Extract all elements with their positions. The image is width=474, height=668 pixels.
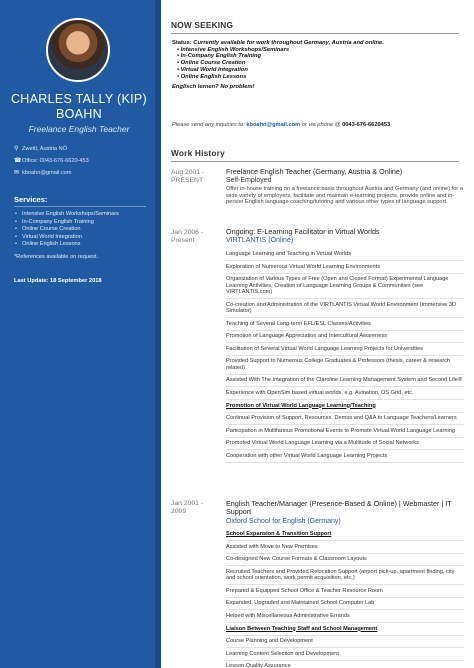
- job-title: Ongoing: E-Learning Facilitator in Virtual Worlds: [226, 227, 380, 236]
- task-item: Continual Provision of Support, Resources, Demos and Q&A to Language Teachers/Learners: [226, 415, 464, 425]
- work-history-heading: Work History: [171, 148, 225, 158]
- services-list: [22, 211, 119, 249]
- job-date-line: Jan 2006 -: [171, 229, 204, 236]
- location-text: Zwettl, Austria NÖ: [22, 146, 68, 152]
- email-link[interactable]: kboahn@gmail.com: [22, 170, 72, 176]
- status-line: [172, 40, 384, 47]
- task-item: Learning Content Selection and Development: [226, 651, 464, 661]
- task-item: Prepared & Equipped School Office & Teacher Resource Room: [226, 588, 464, 598]
- job-org: Oxford School for English (Germany): [226, 517, 341, 525]
- inquiry-prefix: Please send any inquiries to:: [172, 122, 245, 128]
- job-title: Freelance English Teacher (Germany, Austria & Online): [226, 167, 403, 176]
- task-item: Helped with Miscellaneous Administrative Errands: [226, 613, 464, 623]
- service-item: • Online English Lessons: [22, 241, 119, 249]
- task-item: Exploration of Numerous Virtual World Learning Environments: [226, 264, 464, 274]
- status-label: Status:: [172, 40, 192, 46]
- task-subheading: Promotion of Virtual World Language Learning/Teaching: [226, 403, 464, 413]
- job-org: VIRTLANTIS (Online): [226, 237, 294, 245]
- job-date-line: PRESENT: [171, 177, 204, 184]
- job-date-line: 2009: [171, 508, 187, 515]
- candidate-name: CHARLES TALLY (KIP) BOAHN: [10, 92, 148, 121]
- task-item: Co-designed New Course Formats & Classroom Layouts: [226, 556, 464, 566]
- now-seeking-divider: [171, 33, 459, 34]
- contact-office: [14, 158, 89, 164]
- references-note: *References available on request.: [14, 254, 98, 260]
- work-history-divider: [171, 161, 459, 162]
- job-date-line: Jan 2001 -: [171, 500, 204, 507]
- german-tagline: Englisch lernen? No problem!: [172, 84, 255, 91]
- phone-icon: ☎: [14, 158, 22, 164]
- task-item: Cooperation with other Virtual World Language Learning Projects: [226, 453, 464, 463]
- services-divider: [14, 206, 146, 207]
- job-task-list: [226, 251, 464, 466]
- seeking-item: • Intensive English Workshops/Seminars: [177, 47, 384, 54]
- now-seeking-block: [172, 40, 384, 91]
- task-item: Experience with OpenSim based virtual worlds, e.g. Avination, OS Grid, etc.: [226, 390, 464, 400]
- status-text: Currently available for work throughout Germany, Austria and online.: [193, 40, 384, 46]
- services-heading: Services:: [14, 195, 48, 204]
- inquiry-mid: or via phone @: [301, 122, 341, 128]
- job-description: Offer in-house training on a freelance basis throughout Austria and Germany (and online) for a wide variety of employers, facilitate and maintain e-learning projects, provide online and in-person English language coaching/tutoring and various other types of language support.: [226, 186, 464, 206]
- task-item: Promoted Virtual World Language Learning via a Multitude of Social Networks: [226, 440, 464, 450]
- last-update: Last Update: 18 September 2018: [14, 278, 102, 284]
- service-item: • Virtual World Integration: [22, 234, 119, 242]
- job-dates: [171, 169, 204, 185]
- job-date-line: Aug 2001 -: [171, 169, 205, 176]
- job-date-line: Present: [171, 237, 195, 244]
- sidebar: [0, 0, 161, 668]
- task-item: Provided Support to Numerous College Graduates & Professors (thesis, career & research related): [226, 358, 464, 374]
- seeking-list: [172, 47, 384, 81]
- task-item: Lesson Quality Assurance: [226, 663, 464, 668]
- job-org: Self-Employed: [226, 177, 272, 185]
- task-item: Organization of Various Types of Free (Open and Closed Format) Experimental Language Learning Activities, Creation of Language Learning Groups & Communities (see VIRTLANTIS.com): [226, 276, 464, 299]
- inquiry-email-link[interactable]: kboahn@gmail.com: [246, 122, 301, 128]
- task-item: Teaching of Several Long-term EFL/ESL Classes/Activities: [226, 321, 464, 331]
- task-item: Assisted with Move to New Premises: [226, 544, 464, 554]
- seeking-item: • In-Company English Training: [177, 53, 384, 60]
- task-item: Participation in Multifarious Promotional Events to Promote Virtual World Language Learning: [226, 428, 464, 438]
- contact-location: [14, 146, 67, 152]
- service-item: • In-Company English Training: [22, 219, 119, 227]
- job-dates: [171, 500, 203, 516]
- envelope-icon: ✉: [14, 170, 19, 176]
- candidate-subtitle: Freelance English Teacher: [28, 124, 130, 134]
- office-text: Office: 0043-676-6620-453: [22, 158, 89, 164]
- task-item: Language Learning and Teaching in Virtual Worlds: [226, 251, 464, 261]
- map-pin-icon: ⚲: [14, 146, 19, 152]
- service-item: • Intensive English Workshops/Seminars: [22, 211, 119, 219]
- job-entry: [226, 500, 464, 525]
- task-item: Recruited Teachers and Provided Relocation Support (airport pick-up, apartment finding, city and school orientation, work permit acquisition, etc.): [226, 569, 464, 585]
- job-entry: [226, 228, 464, 244]
- seeking-item: • Online English Lessons: [177, 74, 384, 81]
- job-dates: [171, 229, 203, 245]
- seeking-item: • Virtual World Integration: [177, 67, 384, 74]
- task-item: Course Planning and Development: [226, 638, 464, 648]
- now-seeking-heading: NOW SEEKING: [171, 20, 234, 30]
- task-subheading: School Expansion & Transition Support: [226, 531, 464, 541]
- avatar: [46, 18, 110, 82]
- seeking-item: • Online Course Creation: [177, 60, 384, 67]
- inquiry-line: [172, 122, 390, 128]
- service-item: • Online Course Creation: [22, 226, 119, 234]
- task-item: Co-creation and Administration of the VIRTLANTIS Virtual World Environment (Immersive 3D Simulator): [226, 302, 464, 318]
- task-item: Promotion of Language Appreciation and Intercultural Awareness: [226, 333, 464, 343]
- main-content: [161, 0, 474, 668]
- inquiry-phone: 0043-676-6620453: [342, 122, 391, 128]
- contact-email[interactable]: [14, 170, 72, 176]
- job-task-list: [226, 531, 464, 668]
- task-item: Facilitation of Several Virtual World Language Learning Projects for Universities: [226, 346, 464, 356]
- task-item: Assisted With The Integration of the Claroline Learning Management System and Second Life®: [226, 377, 464, 387]
- job-entry: [226, 168, 464, 206]
- task-item: Expanded, Upgraded and Maintained School Computer Lab: [226, 600, 464, 610]
- task-subheading: Liaison Between Teaching Staff and School Management: [226, 626, 464, 636]
- job-title: English Teacher/Manager (Presence-Based & Online) | Webmaster | IT Support: [226, 499, 452, 517]
